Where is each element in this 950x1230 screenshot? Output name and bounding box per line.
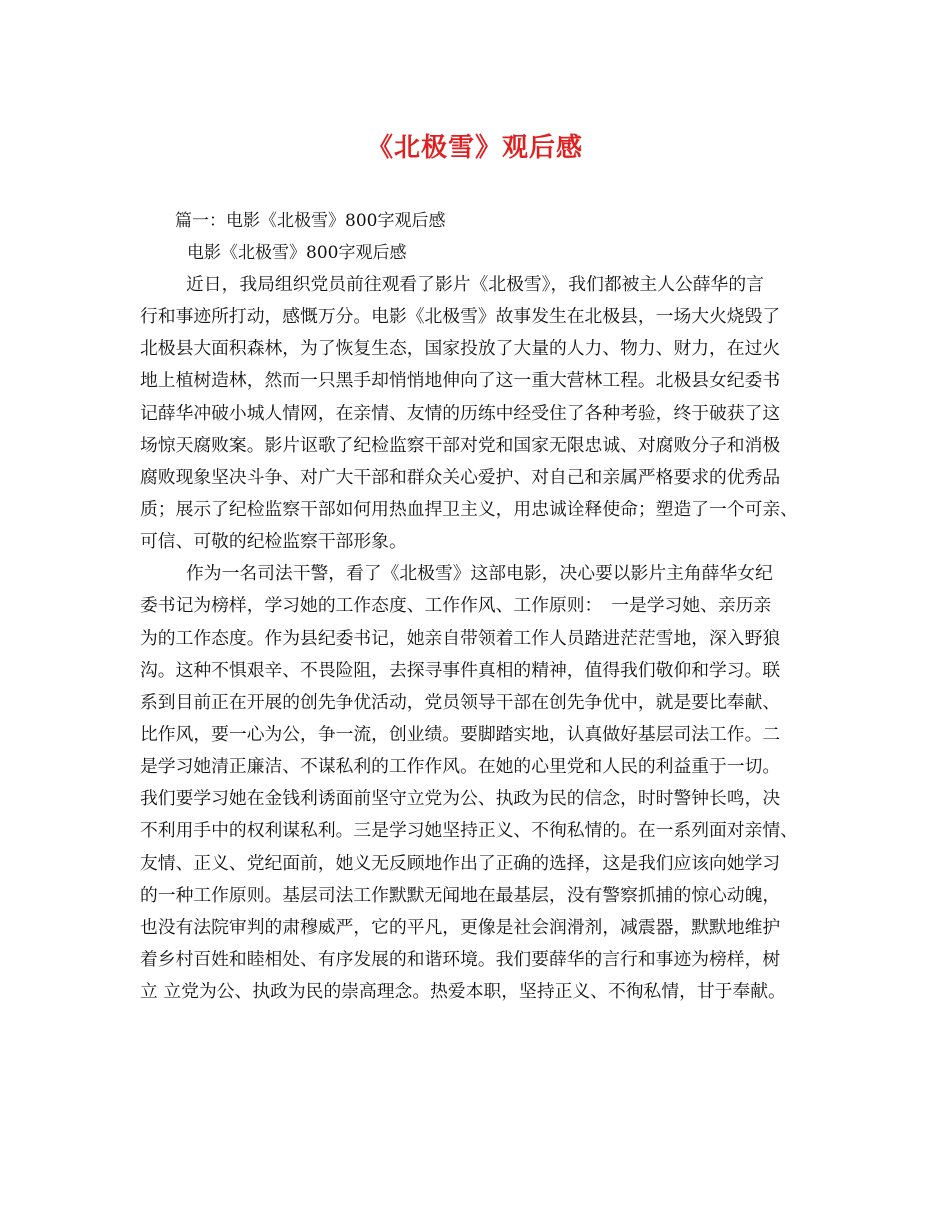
body-line: 记薛华冲破小城人情网，在亲情、友情的历练中经受住了各种考验，终于破获了这: [140, 402, 781, 424]
body-line: 质；展示了纪检监察干部如何用热血捍卫主义，用忠诚诠释使命；塑造了一个可亲、: [140, 498, 798, 520]
body-line: 着乡村百姓和睦相处、有序发展的和谐环境。我们要薛华的言行和事迹为榜样，树: [140, 948, 781, 970]
body-line: 系到目前正在开展的创先争优活动，党员领导干部在创先争优中，就是要比奉献、: [140, 691, 781, 713]
body-line: 为的工作态度。作为县纪委书记，她亲自带领着工作人员踏进茫茫雪地，深入野狼: [140, 627, 781, 649]
body-line: 我们要学习她在金钱利诱面前坚守立党为公、执政为民的信念，时时警钟长鸣，决: [140, 788, 781, 810]
body-line: 立 立党为公、执政为民的崇高理念。热爱本职，坚持正义、不徇私情，甘于奉献。: [140, 981, 786, 1003]
body-line: 近日，我局组织党员前往观看了影片《北极雪》，我们都被主人公薛华的言: [186, 274, 764, 295]
body-line: 作为一名司法干警，看了《北极雪》这部电影，决心要以影片主角薛华女纪: [186, 563, 773, 585]
body-line: 不利用手中的权利谋私利。三是学习她坚持正义、不徇私情的。在一系列面对亲情、: [140, 820, 798, 842]
body-line: 地上植树造林，然而一只黑手却悄悄地伸向了这一重大营林工程。北极县女纪委书: [140, 370, 781, 392]
body-line: 场惊天腐败案。影片讴歌了纪检监察干部对党和国家无限忠诚、对腐败分子和消极: [140, 434, 781, 456]
body-line: 比作风，要一心为公，争一流，创业绩。要脚踏实地，认真做好基层司法工作。二: [140, 723, 781, 745]
body-line: 委书记为榜样，学习她的工作态度、工作作风、工作原则： 一是学习她、亲历亲: [140, 595, 772, 617]
body-line: 是学习她清正廉洁、不谋私利的工作作风。在她的心里党和人民的利益重于一切。: [140, 756, 781, 778]
section-heading: 篇一：电影《北极雪》800字观后感: [175, 211, 446, 231]
body-line: 的一种工作原则。基层司法工作默默无闻地在最基层，没有警察抓捕的惊心动魄，: [140, 884, 781, 906]
article-body: [140, 269, 830, 1008]
document-title: 《北极雪》观后感: [366, 133, 583, 163]
body-line: 腐败现象坚决斗争、对广大干部和群众关心爱护、对自己和亲属严格要求的优秀品: [140, 466, 781, 488]
body-line: 北极县大面积森林，为了恢复生态，国家投放了大量的人力、物力、财力，在过火: [140, 338, 781, 360]
body-line: 可信、可敬的纪检监察干部形象。: [140, 531, 407, 553]
body-line: 友情、正义、党纪面前，她义无反顾地作出了正确的选择，这是我们应该向她学习: [140, 852, 781, 874]
article-subtitle: 电影《北极雪》800字观后感: [187, 243, 407, 263]
body-line: 行和事迹所打动，感慨万分。电影《北极雪》故事发生在北极县，一场大火烧毁了: [140, 306, 781, 328]
body-line: 也没有法院审判的肃穆威严，它的平凡，更像是社会润滑剂，减震器，默默地维护: [140, 916, 781, 938]
body-line: 沟。这种不惧艰辛、不畏险阻，去探寻事件真相的精神，值得我们敬仰和学习。联: [140, 659, 781, 681]
